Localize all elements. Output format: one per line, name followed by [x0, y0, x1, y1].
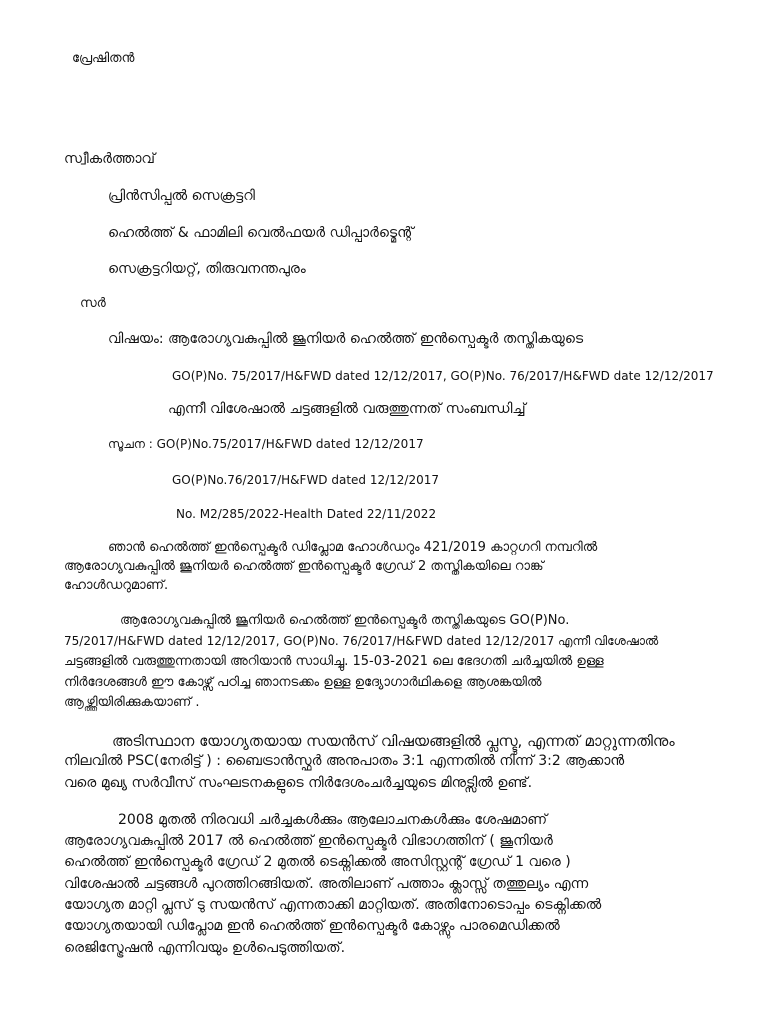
- subject-line-1: വിഷയം: ആരോഗ്യവകുപ്പിൽ ജൂനിയർ ഹെൽത്ത് ഇൻസ്പെക്ടർ തസ്തികയുടെ: [108, 331, 584, 347]
- paragraph-line: ഹെൽത്ത് ഇൻസ്പെക്ടർ ഗ്രേഡ് 2 മുതൽ ടെക്നിക്കൽ അസിസ്റ്റന്റ് ഗ്രേഡ് 1 വരെ ): [64, 854, 571, 870]
- recipient-line-2: ഹെൽത്ത് & ഫാമിലി വെൽഫയർ ഡിപ്പാർട്മെന്റ്: [108, 225, 414, 241]
- reference-line-3: No. M2/285/2022-Health Dated 22/11/2022: [176, 507, 437, 521]
- recipient-label: സ്വീകർത്താവ്: [64, 151, 155, 167]
- paragraph-line: രെജിസ്ട്രേഷൻ എന്നിവയും ഉൾപെടുത്തിയത്.: [64, 940, 346, 956]
- paragraph-line: ആരോഗ്യവകുപ്പിൽ ജൂനിയർ ഹെൽത്ത് ഇൻസ്പെക്ടർ ഗ്രേഡ് 2 തസ്തികയിലെ റാങ്ക്: [64, 559, 544, 574]
- reference-line-1: സൂചന : GO(P)No.75/2017/H&FWD dated 12/12/2017: [108, 437, 424, 451]
- paragraph-line: യോഗ്യത മാറ്റി പ്ലസ് ടു സയൻസ് എന്നതാക്കി മാറ്റിയത്. അതിനോടൊപ്പം ടെക്നിക്കൽ: [64, 897, 602, 913]
- paragraph-line: 2008 മുതൽ നിരവധി ചർച്ചകൾക്കും ആലോചനകൾക്കും ശേഷമാണ്: [118, 812, 548, 828]
- paragraph-line: വിശേഷാൽ ചട്ടങ്ങൾ പുറത്തിറങ്ങിയത്. അതിലാണ് പത്താം ക്ലാസ്സ് തത്തുല്യം എന്ന: [64, 876, 589, 892]
- subject-line-3: എന്നീ വിശേഷാൽ ചട്ടങ്ങളിൽ വരുത്തുന്നത് സംബന്ധിച്ച്: [168, 401, 526, 417]
- recipient-line-3: സെക്രട്ടറിയറ്റ്, തിരുവനന്തപുരം: [108, 261, 306, 277]
- salutation: സർ: [80, 296, 106, 311]
- paragraph-line: നിലവിൽ PSC(നേരിട്ട് ) : ബൈട്രാൻസ്ഫർ അനുപാതം 3:1 എന്നതിൽ നിന്ന് 3:2 ആക്കാൻ: [64, 753, 625, 769]
- paragraph-line: 75/2017/H&FWD dated 12/12/2017, GO(P)No. 76/2017/H&FWD dated 12/12/2017 എന്നീ വിശേഷാൽ: [64, 634, 659, 648]
- paragraph-line: യോഗ്യതയായി ഡിപ്ലോമ ഇൻ ഹെൽത്ത് ഇൻസ്പെക്ടർ കോഴ്സും പാരമെഡിക്കൽ: [64, 918, 560, 934]
- reference-line-2: GO(P)No.76/2017/H&FWD dated 12/12/2017: [172, 473, 440, 487]
- paragraph-line: നിർദേശങ്ങൾ ഈ കോഴ്സ് പഠിച്ച ഞാനടക്കം ഉള്ള ഉദ്യോഗാർഥികളെ ആശങ്കയിൽ: [64, 675, 542, 690]
- paragraph-line: അടിസ്ഥാന യോഗ്യതയായ സയൻസ് വിഷയങ്ങളിൽ പ്ലസ്ടു, എന്നത് മാറ്റുന്നതിനും: [112, 732, 675, 750]
- subject-line-2: GO(P)No. 75/2017/H&FWD dated 12/12/2017, GO(P)No. 76/2017/H&FWD date 12/12/2017: [172, 369, 714, 383]
- paragraph-line: ചട്ടങ്ങളിൽ വരുത്തുന്നതായി അറിയാൻ സാധിച്ചു. 15-03-2021 ലെ ഭേദഗതി ചർച്ചയിൽ ഉള്ള: [64, 654, 604, 669]
- paragraph-line: ആഴ്ത്തിയിരിക്കുകയാണ് .: [64, 695, 200, 710]
- paragraph-line: ആരോഗ്യവകുപ്പിൽ ജൂനിയർ ഹെൽത്ത് ഇൻസ്പെക്ടർ തസ്തികയുടെ GO(P)No.: [120, 613, 570, 628]
- paragraph-line: ഞാൻ ഹെൽത്ത് ഇൻസ്പെക്ടർ ഡിപ്ലോമ ഹോൾഡറും 421/2019 കാറ്റഗറി നമ്പറിൽ: [108, 540, 598, 555]
- recipient-line-1: പ്രിൻസിപ്പൽ സെക്രട്ടറി: [108, 188, 255, 204]
- paragraph-line: ആരോഗ്യവകുപ്പിൽ 2017 ൽ ഹെൽത്ത് ഇൻസ്പെക്ടർ വിഭാഗത്തിന് ( ജൂനിയർ: [64, 833, 553, 849]
- sender-label: പ്രേഷിതൻ: [72, 51, 135, 66]
- paragraph-line: വരെ മുഖ്യ സർവീസ് സംഘടനകളുടെ നിർദേശംചർച്ചയുടെ മിനുട്സിൽ ഉണ്ട്.: [64, 775, 533, 791]
- paragraph-line: ഹോൾഡറുമാണ്.: [64, 578, 169, 593]
